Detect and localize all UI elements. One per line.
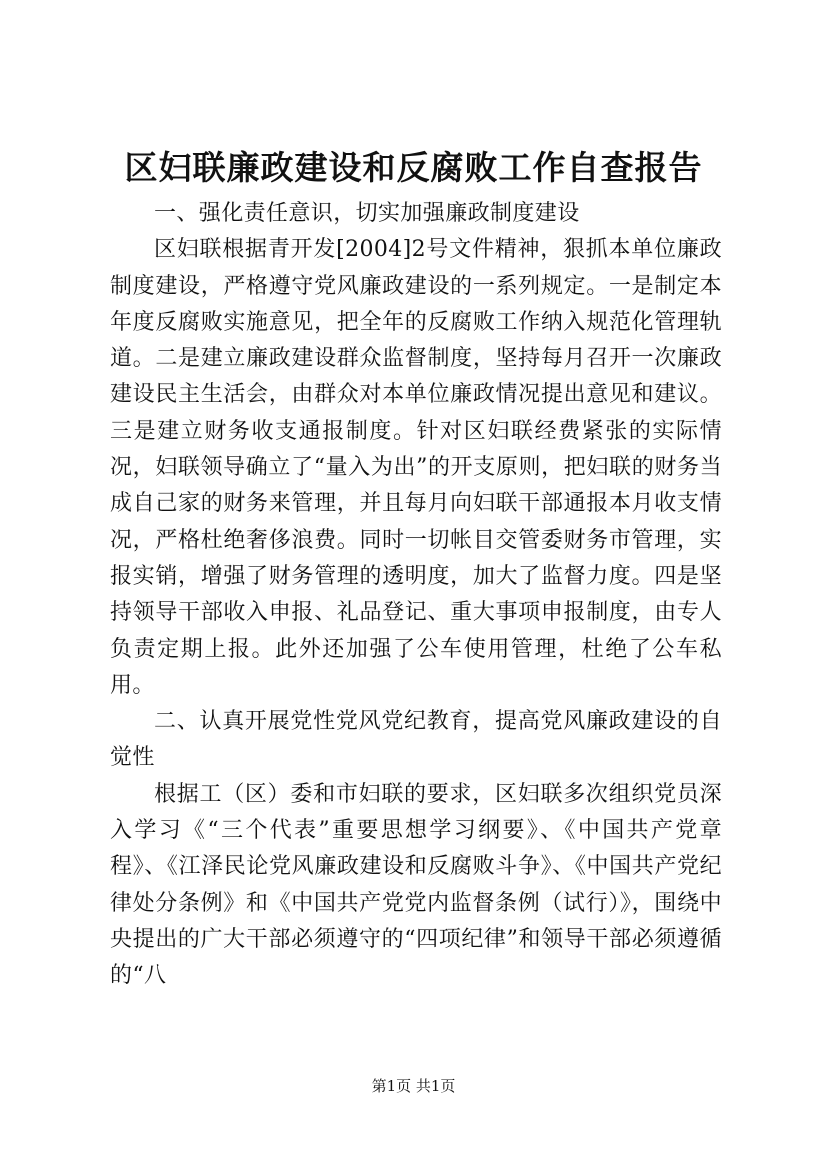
page-footer: 第1页 共1页 bbox=[371, 1077, 456, 1095]
section-heading-1: 一、强化责任意识，切实加强廉政制度建设 bbox=[154, 201, 580, 226]
document-body bbox=[110, 196, 722, 995]
section-paragraph-2: 根据工（区）委和市妇联的要求，区妇联多次组织党员深入学习《“三个代表”重要思想学习纲要》、《中国共产党章程》、《江泽民论党风廉政建设和反腐败斗争》、《中国共产党纪律处分条例》和《中国共产党党内监督条例（试行）》，围绕中央提出的广大干部必须遵守的“四项纪律”和领导干部必须遵循的“八 bbox=[110, 781, 722, 989]
page-title: 区妇联廉政建设和反腐败工作自查报告 bbox=[124, 148, 703, 187]
section-paragraph-1: 区妇联根据青开发[2004]2号文件精神，狠抓本单位廉政制度建设，严格遵守党风廉政建设的一系列规定。一是制定本年度反腐败实施意见，把全年的反腐败工作纳入规范化管理轨道。二是建立廉政建设群众监督制度，坚持每月召开一次廉政建设民主生活会，由群众对本单位廉政情况提出意见和建议。三是建立财务收支通报制度。针对区妇联经费紧张的实际情况，妇联领导确立了“量入为出”的开支原则，把妇联的财务当成自己家的财务来管理，并且每月向妇联干部通报本月收支情况，严格杜绝奢侈浪费。同时一切帐目交管委财务市管理，实报实销，增强了财务管理的透明度，加大了监督力度。四是坚持领导干部收入申报、礼品登记、重大事项申报制度，由专人负责定期上报。此外还加强了公车使用管理，杜绝了公车私用。 bbox=[110, 237, 722, 698]
section-heading-2: 二、认真开展党性党风党纪教育，提高党风廉政建设的自觉性 bbox=[110, 709, 722, 771]
